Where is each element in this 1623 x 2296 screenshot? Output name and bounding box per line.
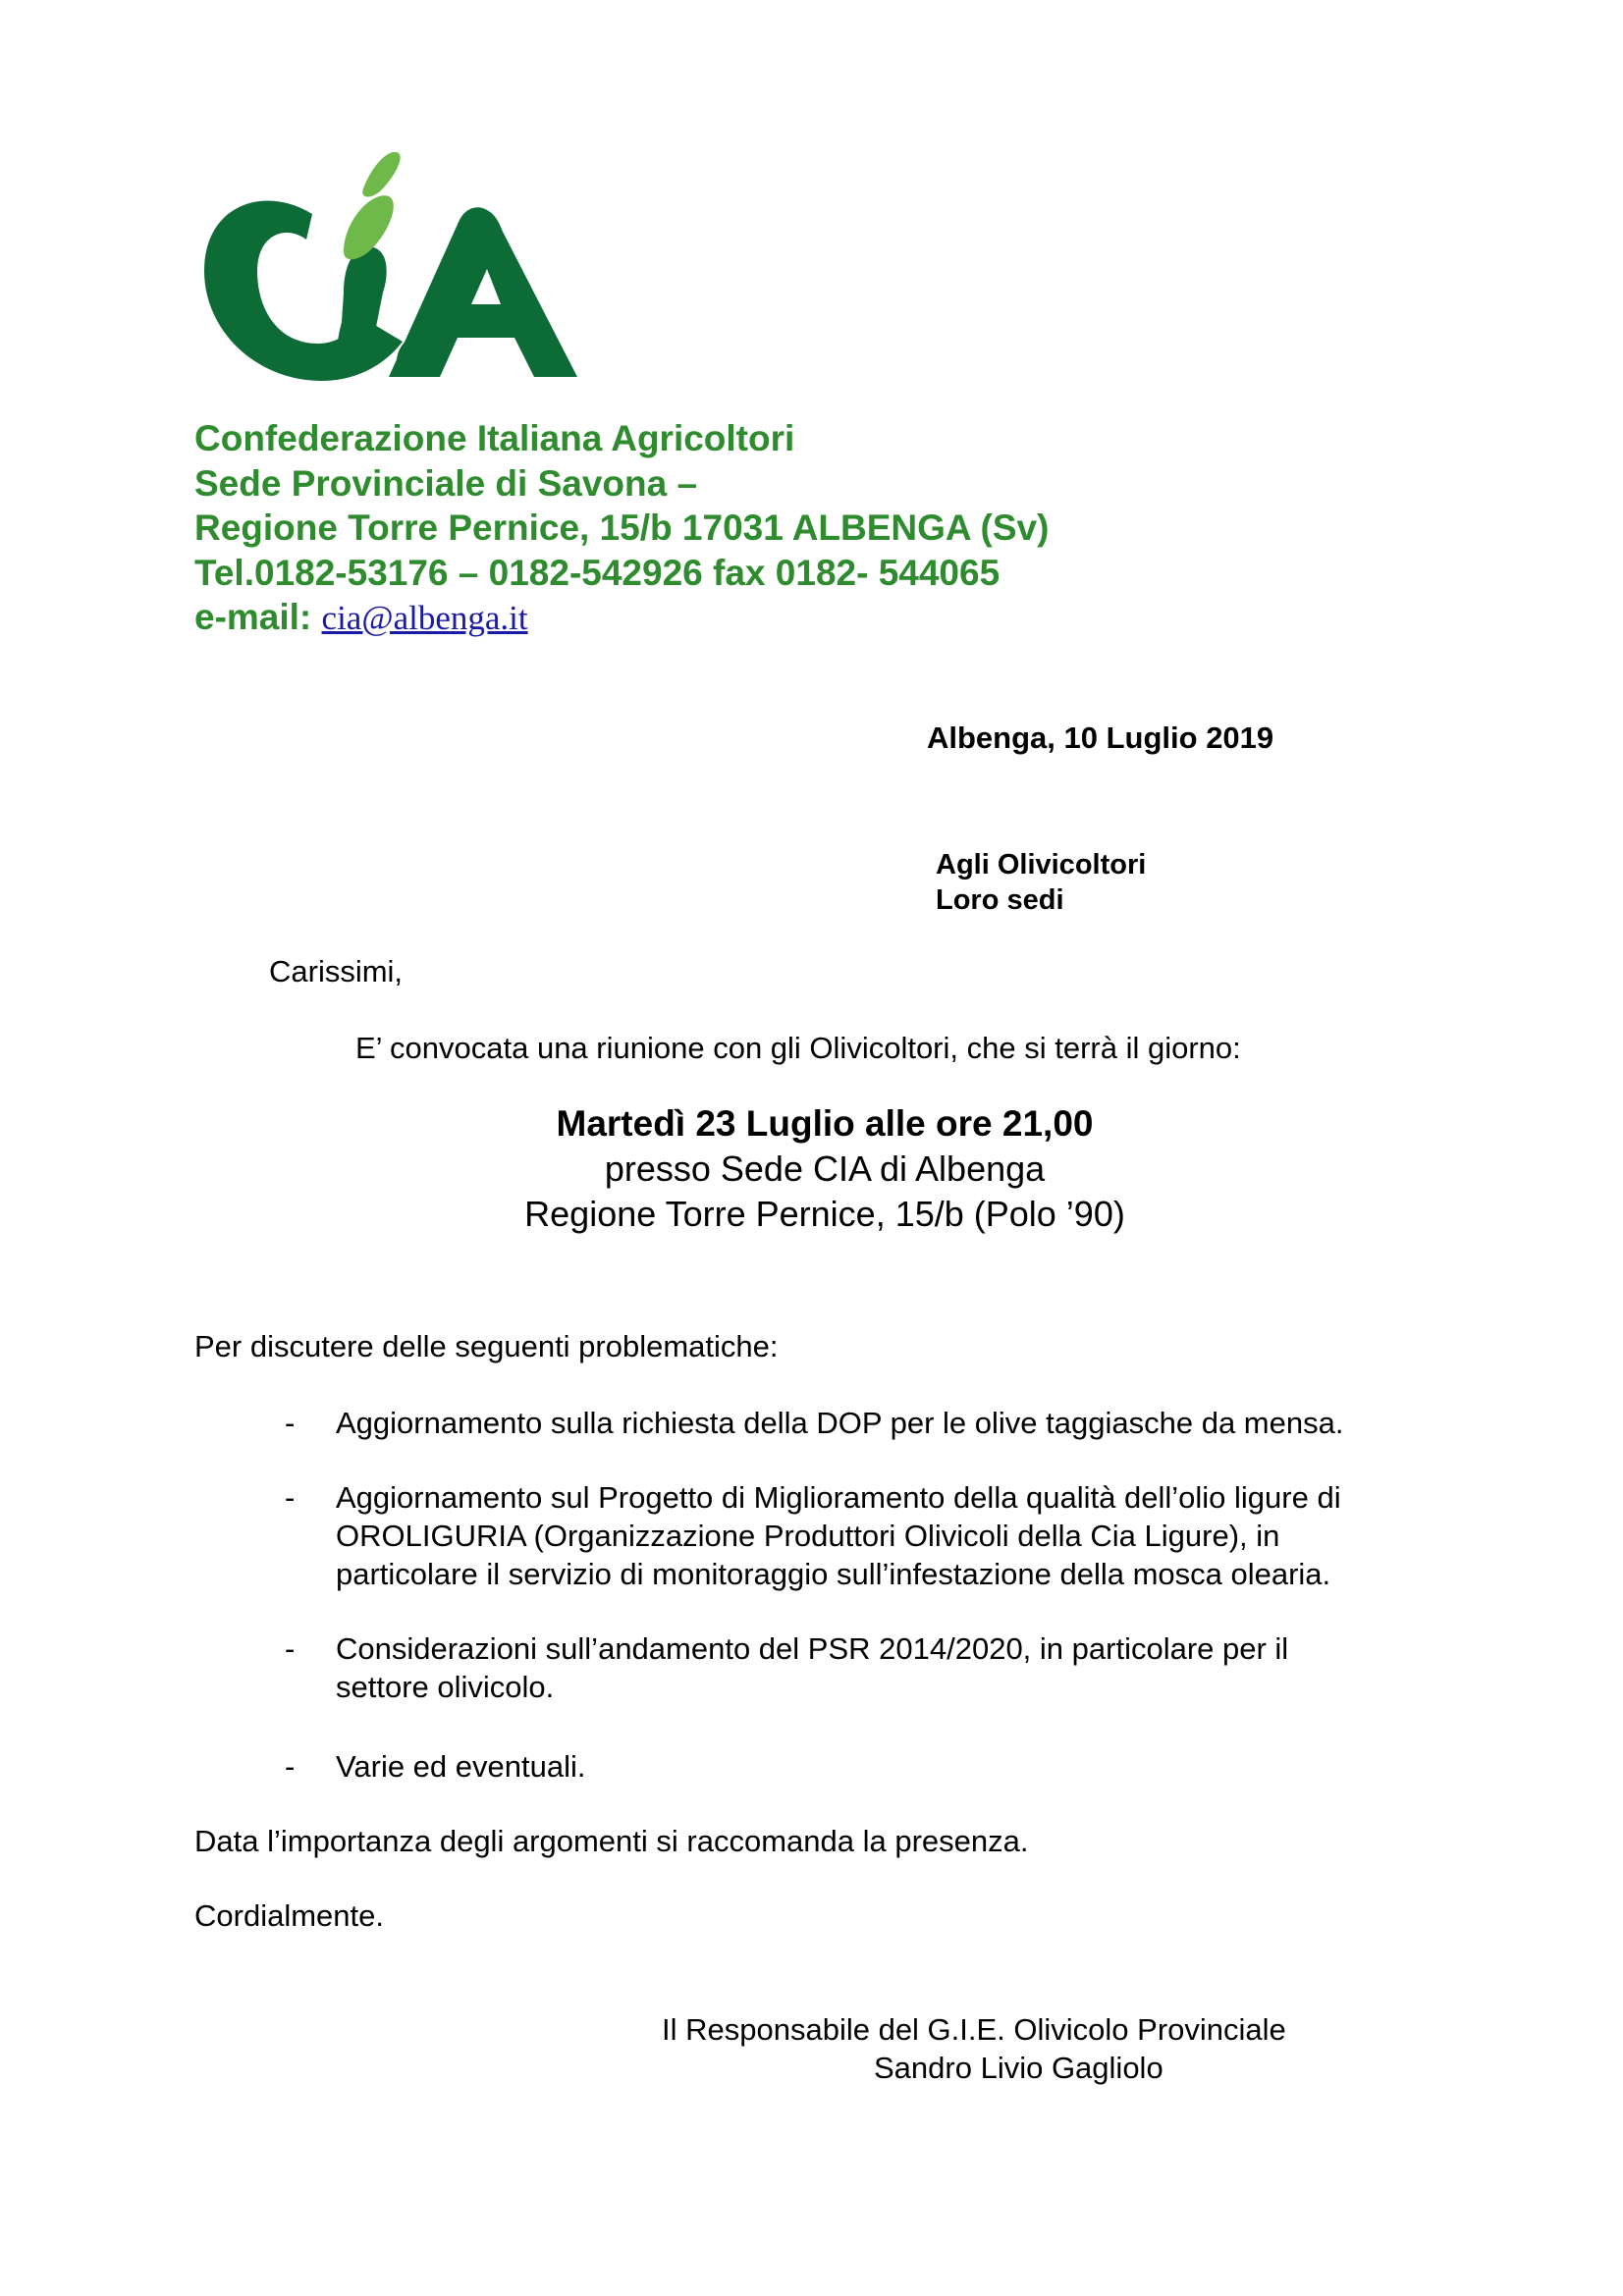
salutation: Carissimi, — [269, 954, 404, 988]
list-item-line: OROLIGURIA (Organizzazione Produttori Olivicoli della Cia Ligure), in — [336, 1519, 1280, 1553]
recipient-line-2: Loro sedi — [936, 884, 1064, 916]
closing-remark: Data l’importanza degli argomenti si raccomanda la presenza. — [194, 1824, 1029, 1858]
signature-name: Sandro Livio Gagliolo — [874, 2051, 1163, 2085]
email-line — [194, 595, 1049, 641]
office-phones: Tel.0182-53176 – 0182-542926 fax 0182- 544065 — [194, 552, 1001, 593]
list-item-line: Considerazioni sull’andamento del PSR 2014/2020, in particolare per il — [336, 1631, 1289, 1666]
email-link[interactable]: cia@albenga.it — [321, 599, 528, 637]
logo-leaf-large — [344, 195, 394, 259]
list-item-line: settore olivicolo. — [336, 1670, 555, 1704]
logo-leaf-small — [362, 152, 400, 197]
letterhead — [194, 416, 1049, 641]
list-bullet: - — [285, 1480, 296, 1515]
meeting-where: presso Sede CIA di Albenga — [604, 1148, 1046, 1189]
email-label: e-mail: — [194, 597, 312, 637]
list-item-line: Aggiornamento sul Progetto di Miglioramento della qualità dell’olio ligure di — [336, 1480, 1341, 1515]
list-bullet: - — [285, 1406, 296, 1440]
letter-date: Albenga, 10 Luglio 2019 — [927, 721, 1274, 755]
meeting-address: Regione Torre Pernice, 15/b (Polo ’90) — [524, 1194, 1125, 1234]
list-bullet: - — [285, 1749, 296, 1784]
recipient-line-1: Agli Olivicoltori — [936, 849, 1147, 881]
list-item-line: Varie ed eventuali. — [336, 1749, 586, 1784]
org-name: Confederazione Italiana Agricoltori — [194, 418, 795, 458]
meeting-when: Martedì 23 Luglio alle ore 21,00 — [556, 1103, 1094, 1144]
signature-role: Il Responsabile del G.I.E. Olivicolo Provinciale — [662, 2012, 1286, 2047]
list-item-line: Aggiornamento sulla richiesta della DOP per le olive taggiasche da mensa. — [336, 1406, 1344, 1440]
office-name: Sede Provinciale di Savona – — [194, 462, 698, 504]
intro-text: E’ convocata una riunione con gli Olivicoltori, che si terrà il giorno: — [355, 1031, 1241, 1065]
list-bullet: - — [285, 1631, 296, 1666]
cia-logo — [196, 145, 589, 389]
recipient-block — [936, 847, 1146, 918]
list-item-line: particolare il servizio di monitoraggio sull’infestazione della mosca olearia. — [336, 1557, 1331, 1591]
topics-intro: Per discutere delle seguenti problematiche: — [194, 1329, 779, 1363]
closing-greeting: Cordialmente. — [194, 1898, 384, 1933]
meeting-details — [0, 1101, 1623, 1237]
office-address: Regione Torre Pernice, 15/b 17031 ALBENGA (Sv) — [194, 507, 1050, 548]
